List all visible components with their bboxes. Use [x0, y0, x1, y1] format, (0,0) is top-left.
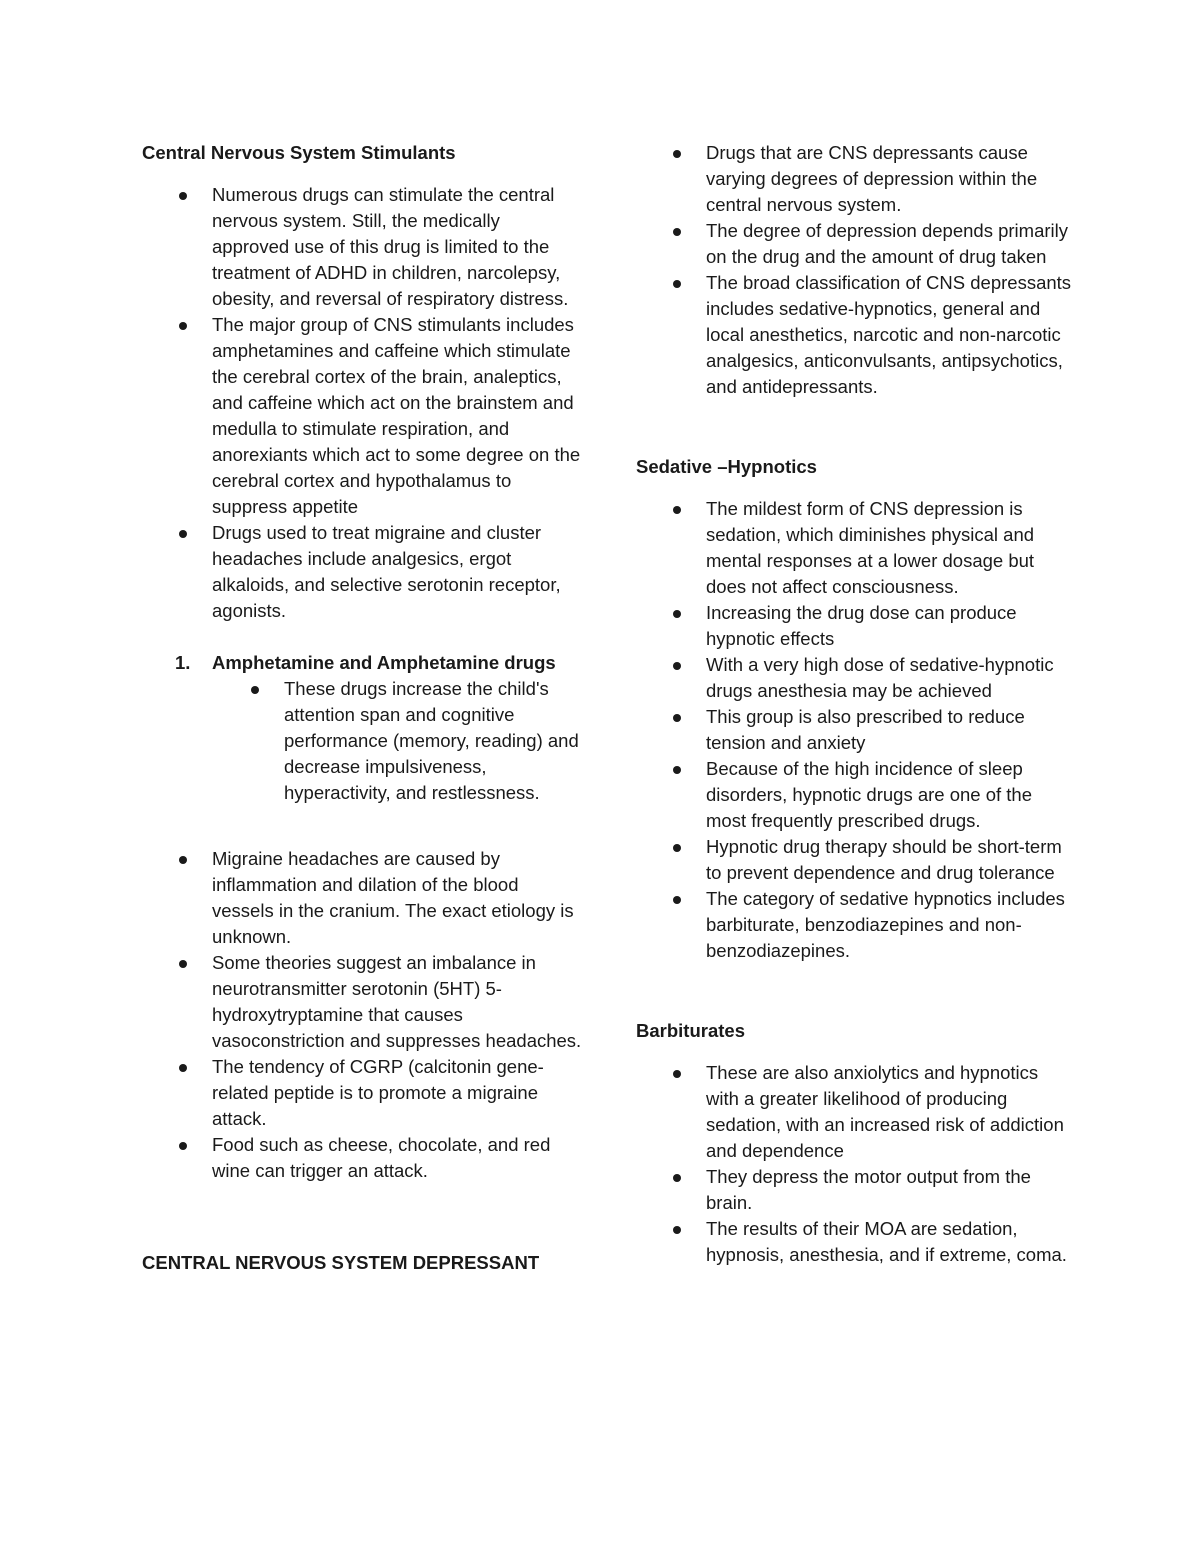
list-item: The degree of depression depends primarily on the drug and the amount of drug taken — [636, 218, 1076, 270]
list-item: Hypnotic drug therapy should be short-term to prevent dependence and drug tolerance — [636, 834, 1076, 886]
list-item: Some theories suggest an imbalance in neurotransmitter serotonin (5HT) 5-hydroxytryptamine that causes vasoconstriction and suppresses headaches. — [142, 950, 582, 1054]
list-item: Food such as cheese, chocolate, and red wine can trigger an attack. — [142, 1132, 582, 1184]
amphetamine-sub-list — [142, 676, 582, 806]
list-item: The mildest form of CNS depression is sedation, which diminishes physical and mental responses at a lower dosage but does not affect consciousness. — [636, 496, 1076, 600]
list-item: The broad classification of CNS depressants includes sedative-hypnotics, general and local anesthetics, narcotic and non-narcotic analgesics, anticonvulsants, antipsychotics, and antidepressants. — [636, 270, 1076, 400]
list-item: Numerous drugs can stimulate the central nervous system. Still, the medically approved use of this drug is limited to the treatment of ADHD in children, narcolepsy, obesity, and reversal of respiratory distress. — [142, 182, 582, 312]
right-column — [636, 140, 1076, 1268]
stimulants-bullet-list — [142, 182, 582, 624]
list-item: The category of sedative hypnotics includes barbiturate, benzodiazepines and non-benzodiazepines. — [636, 886, 1076, 964]
section-heading-sedative-hypnotics: Sedative –Hypnotics — [636, 456, 817, 477]
list-item: These are also anxiolytics and hypnotics with a greater likelihood of producing sedation, with an increased risk of addiction and dependence — [636, 1060, 1076, 1164]
section-heading-cns-depressant: CENTRAL NERVOUS SYSTEM DEPRESSANT — [142, 1252, 540, 1273]
left-column — [142, 140, 582, 1276]
numbered-item-amphetamine — [142, 650, 582, 676]
list-item: With a very high dose of sedative-hypnotic drugs anesthesia may be achieved — [636, 652, 1076, 704]
list-item: They depress the motor output from the brain. — [636, 1164, 1076, 1216]
list-item: The tendency of CGRP (calcitonin gene-related peptide is to promote a migraine attack. — [142, 1054, 582, 1132]
list-item: The results of their MOA are sedation, hypnosis, anesthesia, and if extreme, coma. — [636, 1216, 1076, 1268]
list-item: Increasing the drug dose can produce hypnotic effects — [636, 600, 1076, 652]
list-item: Drugs that are CNS depressants cause varying degrees of depression within the central nervous system. — [636, 140, 1076, 218]
section-heading-cns-stimulants: Central Nervous System Stimulants — [142, 142, 456, 163]
list-item: Migraine headaches are caused by inflammation and dilation of the blood vessels in the cranium. The exact etiology is unknown. — [142, 846, 582, 950]
list-item: Because of the high incidence of sleep disorders, hypnotic drugs are one of the most frequently prescribed drugs. — [636, 756, 1076, 834]
depressants-bullet-list — [636, 140, 1076, 400]
item-number: 1. — [175, 652, 191, 673]
list-item: Drugs used to treat migraine and cluster headaches include analgesics, ergot alkaloids, and selective serotonin receptor, agonists. — [142, 520, 582, 624]
section-heading-barbiturates: Barbiturates — [636, 1020, 745, 1041]
barbiturates-bullet-list — [636, 1060, 1076, 1268]
list-item: This group is also prescribed to reduce tension and anxiety — [636, 704, 1076, 756]
migraine-bullet-list — [142, 846, 582, 1184]
numbered-item-label: Amphetamine and Amphetamine drugs — [212, 652, 556, 673]
list-item: The major group of CNS stimulants includes amphetamines and caffeine which stimulate the cerebral cortex of the brain, analeptics, and caffeine which act on the brainstem and medulla to stimulate respiration, and anorexiants which act to some degree on the cerebral cortex and hypothalamus to suppress appetite — [142, 312, 582, 520]
sedative-bullet-list — [636, 496, 1076, 964]
list-item: These drugs increase the child's attention span and cognitive performance (memory, reading) and decrease impulsiveness, hyperactivity, and restlessness. — [142, 676, 582, 806]
